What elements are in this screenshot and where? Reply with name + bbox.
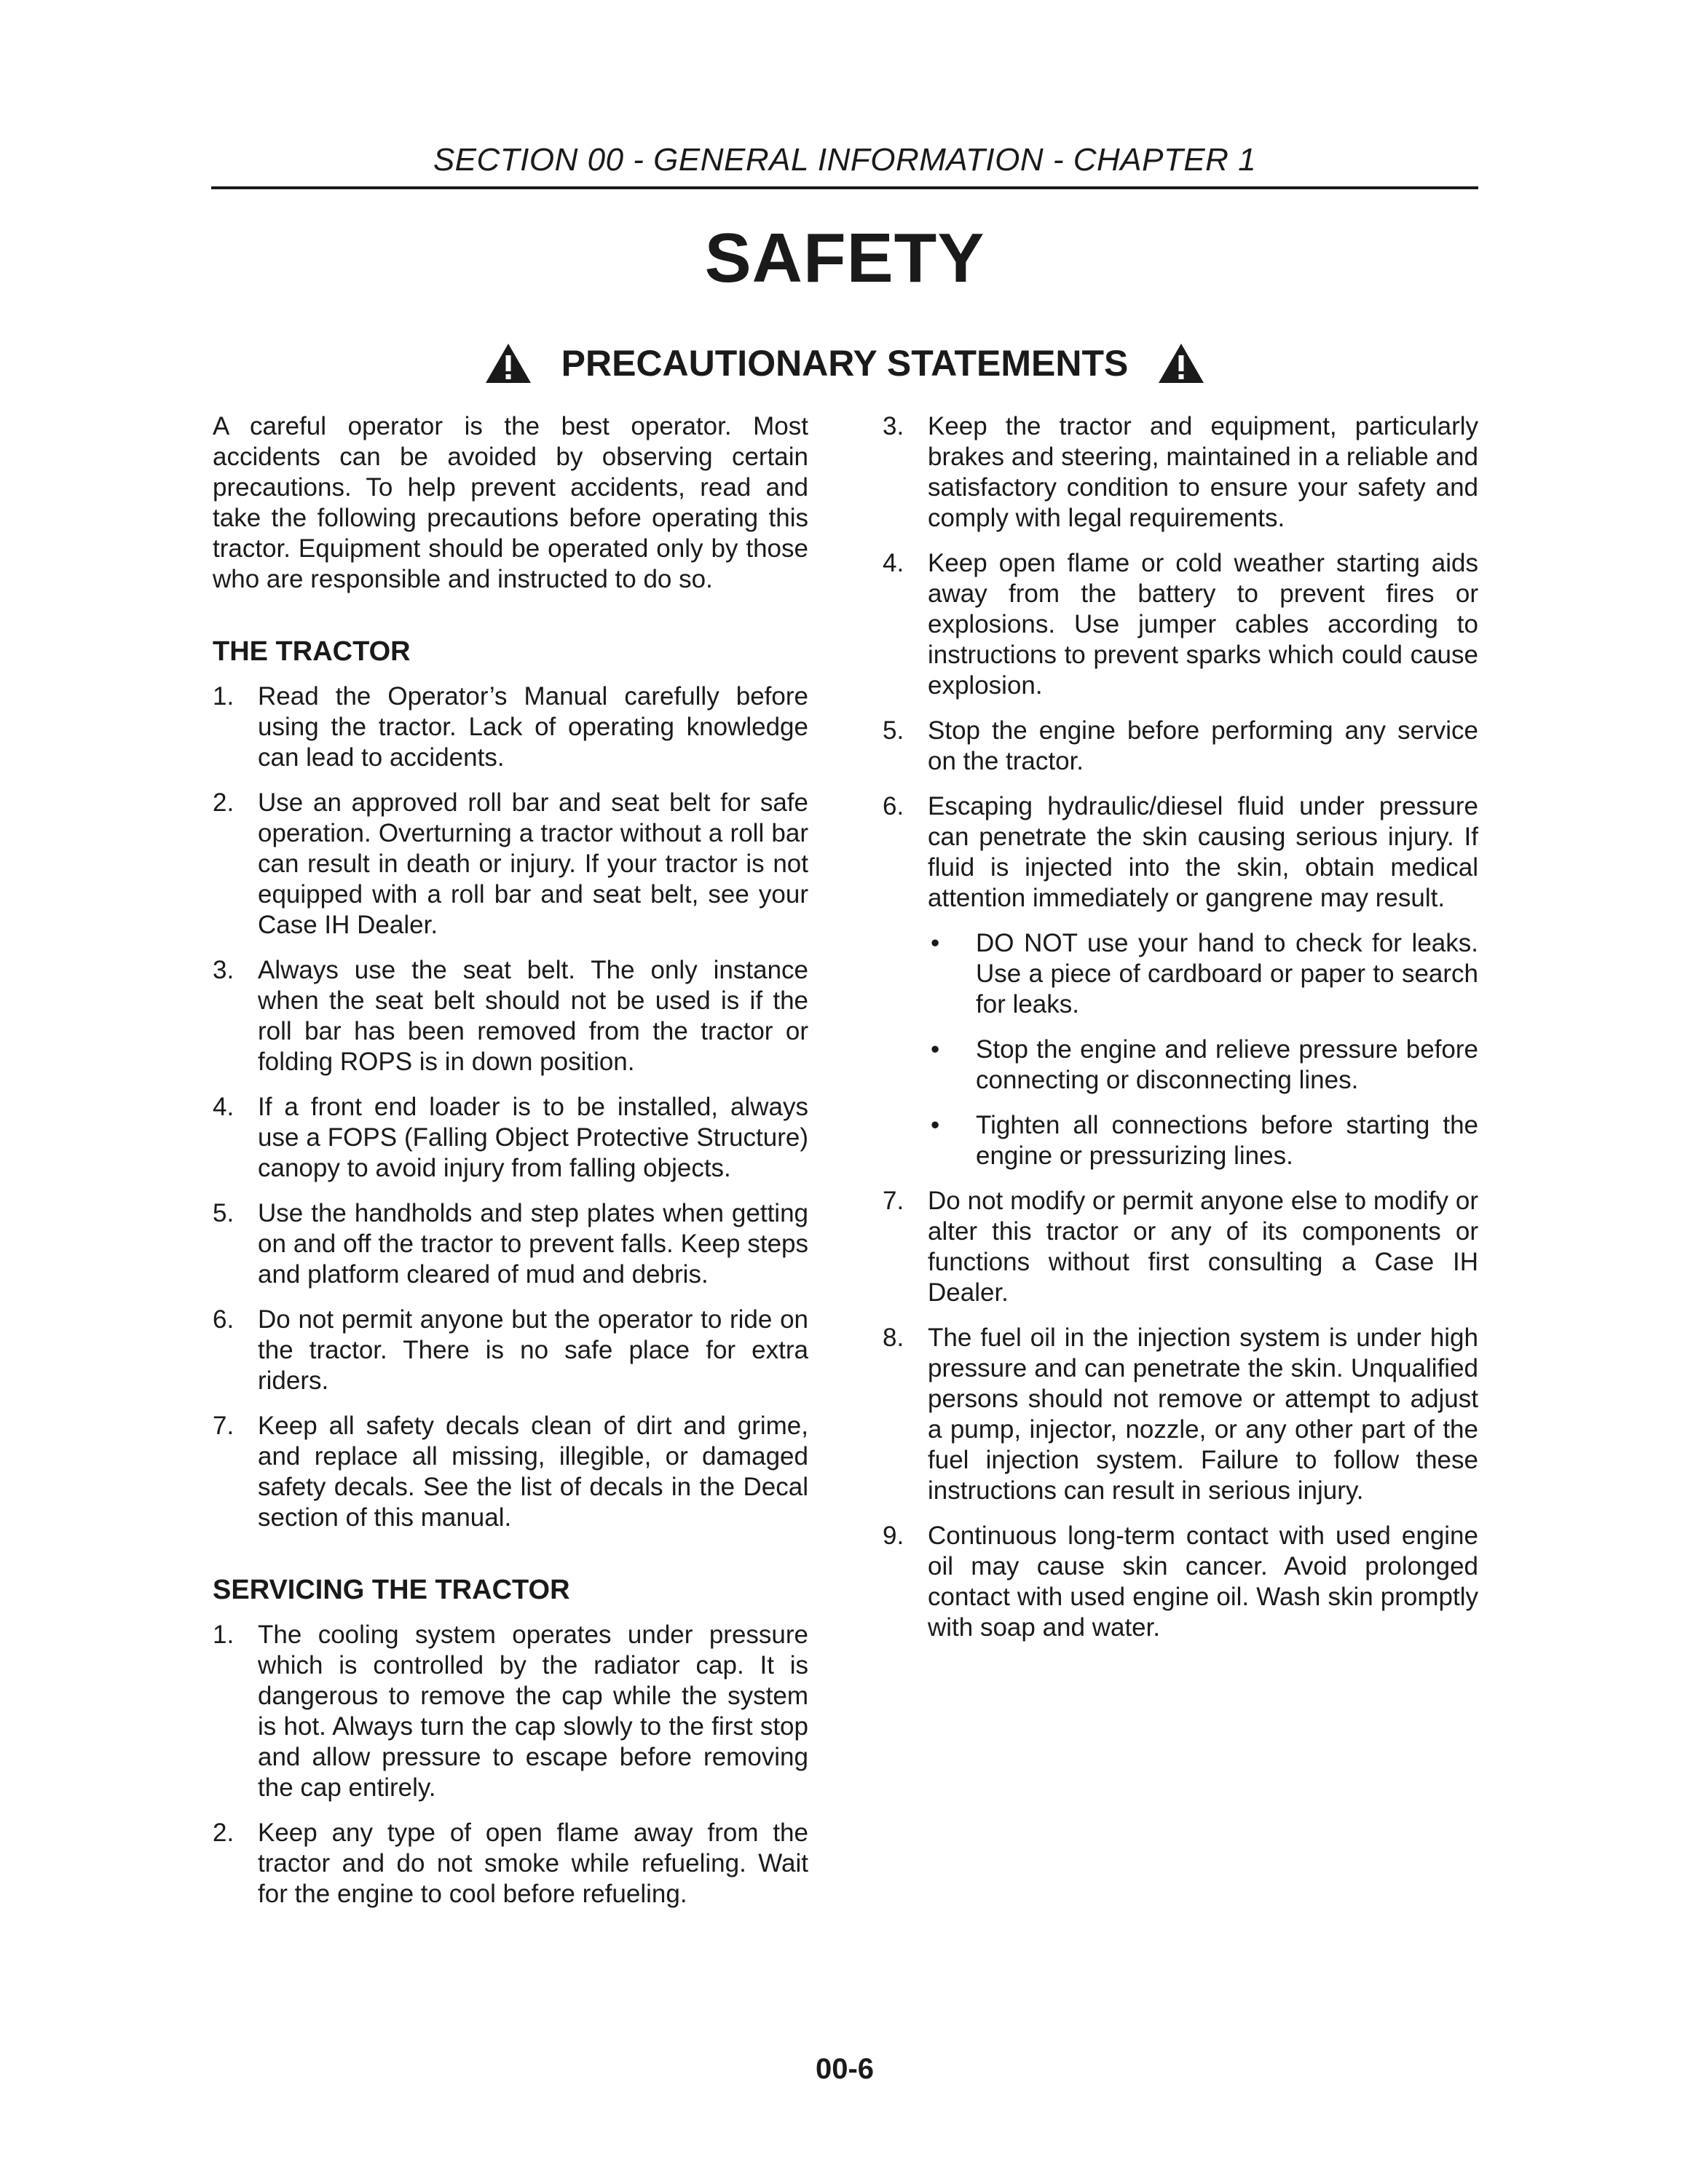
list-item bbox=[213, 1305, 808, 1396]
left-column bbox=[213, 411, 808, 1924]
item-number: 4. bbox=[213, 1093, 234, 1121]
section-heading-servicing: SERVICING THE TRACTOR bbox=[213, 1575, 570, 1605]
item-number: 5. bbox=[883, 716, 904, 745]
section-heading-tractor: THE TRACTOR bbox=[213, 636, 411, 667]
warning-triangle-icon bbox=[1157, 342, 1205, 384]
list-item bbox=[883, 791, 1478, 914]
item-text: Always use the seat belt. The only instance when the seat belt should not be used is if the roll bar has been removed from the tractor or folding ROPS is in down position. bbox=[258, 956, 808, 1076]
item-text: Keep the tractor and equipment, particularly brakes and steering, maintained in a reliable and satisfactory condition to ensure your safety and comply with legal requirements. bbox=[928, 412, 1478, 532]
item-number: 7. bbox=[213, 1412, 234, 1440]
page-number: 00-6 bbox=[815, 2053, 875, 2085]
item-text: The fuel oil in the injection system is under high pressure and can penetrate the skin. Unqualified persons should not remove or attempt to adjust a pump, injector, nozzle, or any other part of the fuel injection system. Failure to follow these instructions can result in serious injury. bbox=[928, 1324, 1478, 1505]
list-item bbox=[213, 1092, 808, 1184]
list-item bbox=[213, 955, 808, 1077]
list-item bbox=[883, 1186, 1478, 1308]
item-text: Escaping hydraulic/diesel fluid under pressure can penetrate the skin causing serious injury. If fluid is injected into the skin, obtain medical attention immediately or gangrene may result. bbox=[928, 792, 1478, 912]
item-text: Read the Operator’s Manual carefully before using the tractor. Lack of operating knowledge can lead to accidents. bbox=[258, 682, 808, 772]
bullet-text: Stop the engine and relieve pressure before connecting or disconnecting lines. bbox=[976, 1035, 1478, 1094]
right-column bbox=[883, 411, 1478, 1658]
item-text: Do not permit anyone but the operator to ride on the tractor. There is no safe place for extra riders. bbox=[258, 1305, 808, 1395]
item-number: 6. bbox=[883, 792, 904, 820]
item-text: Continuous long-term contact with used engine oil may cause skin cancer. Avoid prolonged contact with used engine oil. Wash skin promptly with soap and water. bbox=[928, 1522, 1478, 1642]
bullet-item bbox=[928, 928, 1478, 1020]
item-number: 5. bbox=[213, 1199, 234, 1227]
intro-paragraph: A careful operator is the best operator. Most accidents can be avoided by observing certain precautions. To help prevent accidents, read and take the following precautions before operating this tractor. Equipment should be operated only by those who are responsible and instructed to do so. bbox=[213, 412, 808, 593]
item-number: 4. bbox=[883, 549, 904, 577]
bullet-glyph: • bbox=[931, 1035, 940, 1064]
bullet-text: Tighten all connections before starting the engine or pressurizing lines. bbox=[976, 1111, 1478, 1170]
item-number: 9. bbox=[883, 1522, 904, 1550]
bullet-text: DO NOT use your hand to check for leaks. Use a piece of cardboard or paper to search for leaks. bbox=[976, 929, 1478, 1018]
item-number: 6. bbox=[213, 1305, 234, 1334]
bullet-glyph: • bbox=[931, 929, 940, 957]
list-item bbox=[213, 788, 808, 941]
item-number: 7. bbox=[883, 1187, 904, 1215]
item-number: 3. bbox=[883, 412, 904, 440]
list-item bbox=[883, 548, 1478, 701]
section-header: SECTION 00 - GENERAL INFORMATION - CHAPTER 1 bbox=[433, 142, 1257, 178]
item-number: 3. bbox=[213, 956, 234, 984]
bullet-glyph: • bbox=[931, 1111, 940, 1139]
list-item bbox=[883, 1323, 1478, 1506]
list-item bbox=[213, 1198, 808, 1290]
item-text: Use the handholds and step plates when getting on and off the tractor to prevent falls. Keep steps and platform cleared of mud and debris. bbox=[258, 1199, 808, 1289]
item-text: The cooling system operates under pressure which is controlled by the radiator cap. It is dangerous to remove the cap while the system is hot. Always turn the cap slowly to the first stop and allow pressure to escape before removing the cap entirely. bbox=[258, 1621, 808, 1802]
page-title: SAFETY bbox=[704, 219, 985, 297]
list-item bbox=[213, 1818, 808, 1910]
item-text: Use an approved roll bar and seat belt for safe operation. Overturning a tractor without a roll bar can result in death or injury. If your tractor is not equipped with a roll bar and seat belt, see your Case IH Dealer. bbox=[258, 788, 808, 939]
header-rule bbox=[211, 186, 1478, 189]
list-item bbox=[883, 716, 1478, 777]
list-item bbox=[883, 411, 1478, 534]
item-text: Keep open flame or cold weather starting aids away from the battery to prevent fires or explosions. Use jumper cables according to instructions to prevent sparks which could cause explosion. bbox=[928, 549, 1478, 700]
subtitle-row bbox=[211, 342, 1478, 384]
item-number: 1. bbox=[213, 1621, 234, 1649]
item-text: Keep any type of open flame away from the tractor and do not smoke while refueling. Wait for the engine to cool before refueling. bbox=[258, 1819, 808, 1908]
item-text: If a front end loader is to be installed, always use a FOPS (Falling Object Protective Structure) canopy to avoid injury from falling objects. bbox=[258, 1093, 808, 1182]
item-number: 1. bbox=[213, 682, 234, 711]
subtitle: PRECAUTIONARY STATEMENTS bbox=[561, 343, 1129, 384]
item-text: Keep all safety decals clean of dirt and grime, and replace all missing, illegible, or damaged safety decals. See the list of decals in the Decal section of this manual. bbox=[258, 1412, 808, 1532]
bullet-item bbox=[928, 1110, 1478, 1171]
list-item bbox=[213, 1620, 808, 1803]
item-number: 2. bbox=[213, 1819, 234, 1847]
list-item bbox=[883, 1521, 1478, 1643]
list-item bbox=[213, 681, 808, 773]
item-text: Stop the engine before performing any service on the tractor. bbox=[928, 716, 1478, 775]
item-number: 2. bbox=[213, 788, 234, 817]
item-number: 8. bbox=[883, 1324, 904, 1352]
item-text: Do not modify or permit anyone else to modify or alter this tractor or any of its components or functions without first consulting a Case IH Dealer. bbox=[928, 1187, 1478, 1307]
warning-triangle-icon bbox=[484, 342, 532, 384]
bullet-item bbox=[928, 1034, 1478, 1096]
list-item bbox=[213, 1411, 808, 1533]
